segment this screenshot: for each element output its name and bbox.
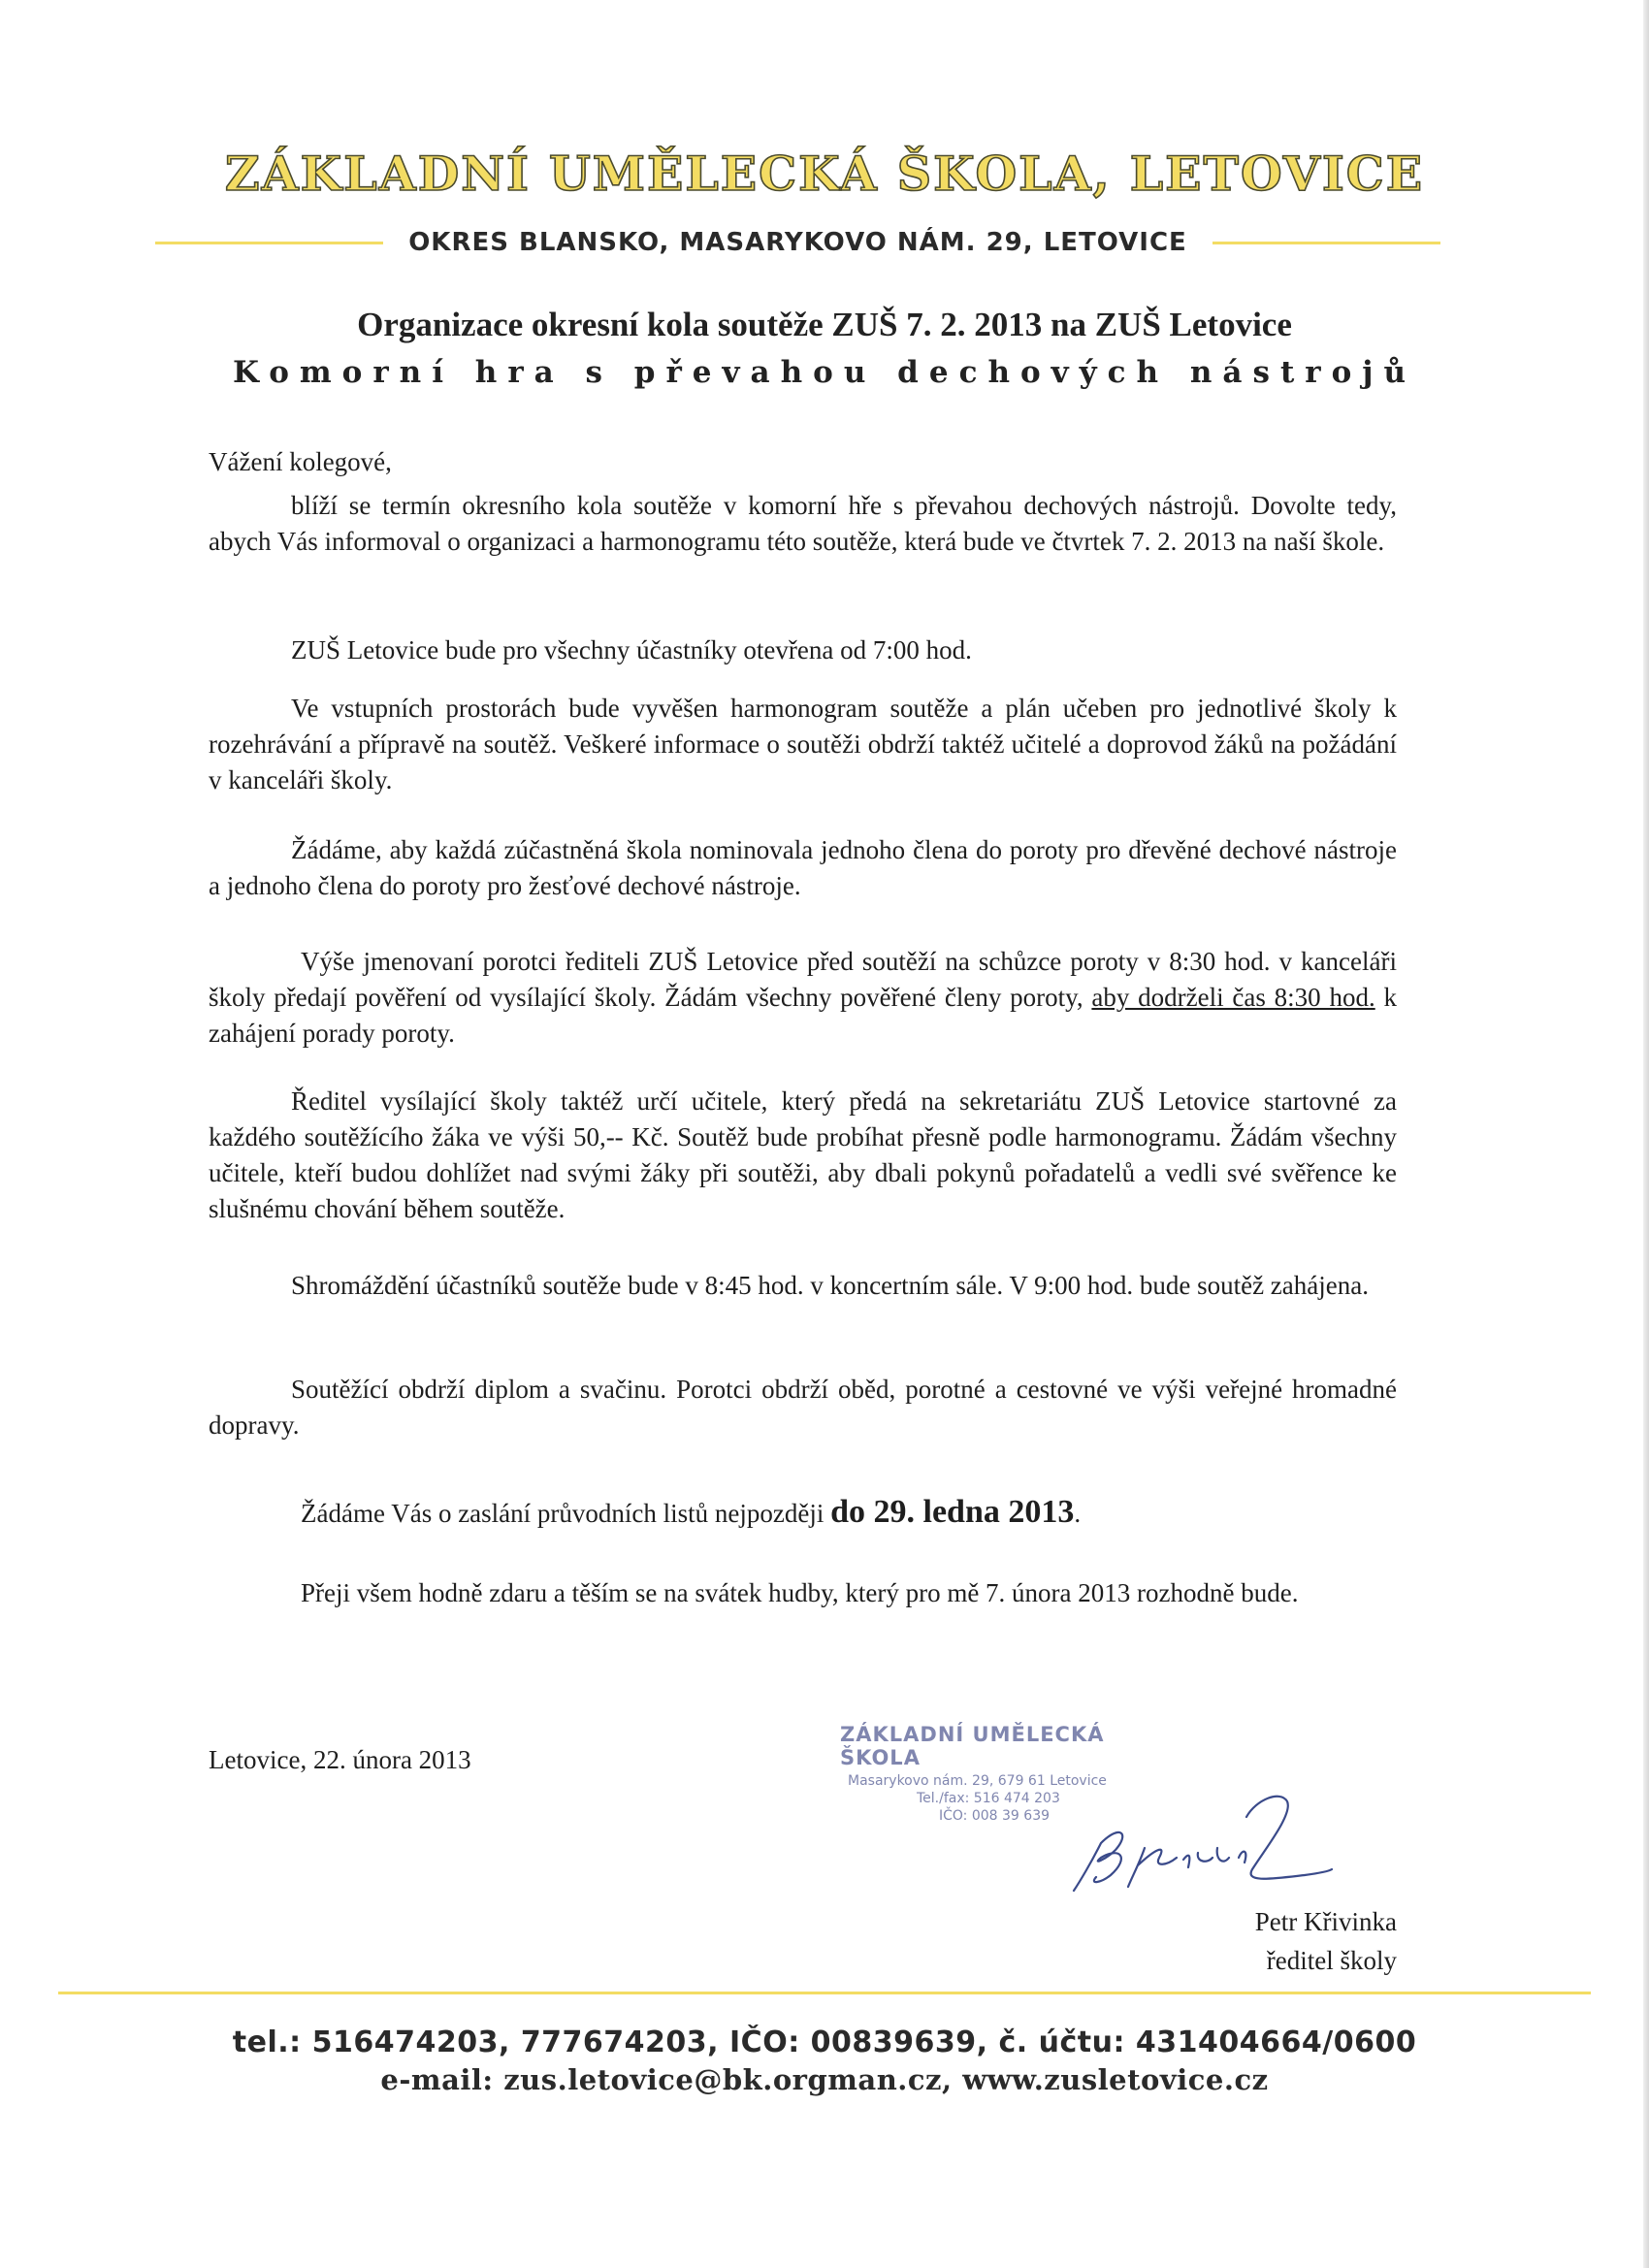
stamp-phone: Tel./fax: 516 474 203 bbox=[917, 1791, 1060, 1806]
letterhead bbox=[0, 146, 1649, 257]
stamp-school-name: ZÁKLADNÍ UMĚLECKÁ ŠKOLA bbox=[840, 1723, 1105, 1769]
paragraph-deadline bbox=[209, 1494, 1397, 1532]
paragraph-jury-meeting bbox=[209, 944, 1397, 1052]
document-subtitle: Komorní hra s převahou dechových nástrojů bbox=[232, 355, 1417, 390]
address-row bbox=[155, 223, 1440, 262]
handwritten-signature bbox=[1062, 1790, 1334, 1896]
paragraph-assembly: Shromáždění účastníků soutěže bude v 8:45 hod. v koncertním sále. V 9:00 hod. bude soutěž zahájena. bbox=[291, 1271, 1369, 1300]
paragraph-closing: Přeji všem hodně zdaru a těším se na svátek hudby, který pro mě 7. února 2013 rozhodně bude. bbox=[301, 1578, 1299, 1607]
deadline-period: . bbox=[1074, 1499, 1082, 1528]
jury-meeting-text-end: k zahájení porady poroty. bbox=[209, 983, 1398, 1048]
footer-web-line: e-mail: zus.letovice@bk.orgman.cz, www.zusletovice.cz bbox=[380, 2063, 1269, 2096]
jury-meeting-text: Výše jmenovaní porotci řediteli ZUŠ Letovice před soutěží na schůzce poroty v 8:30 hod. v kanceláři školy předají pověření od vysílající školy. Žádám všechny pověřené členy poroty, bbox=[209, 947, 1397, 1012]
paragraph-entry-fee: Ředitel vysílající školy taktéž určí učitele, který předá na sekretariátu ZUŠ Letovice startovné za každého soutěžícího žáka ve výši 50,-- Kč. Soutěž bude probíhat přesně podle harmonogramu. Žádám všechny učitele, kteří budou dohlížet nad svými žáky při soutěži, aby dbali pokynů pořadatelů a vedli své svěřence ke slušnému chování během soutěže. bbox=[209, 1086, 1397, 1223]
salutation: Vážení kolegové, bbox=[209, 447, 392, 476]
paragraph-diploma: Soutěžící obdrží diplom a svačinu. Porotci obdrží oběd, porotné a cestovné ve výši veřejné hromadné dopravy. bbox=[209, 1375, 1397, 1440]
paragraph-jury-nomination: Žádáme, aby každá zúčastněná škola nominovala jednoho člena do poroty pro dřevěné dechové nástroje a jednoho člena do poroty pro žesťové dechové nástroje. bbox=[209, 835, 1397, 900]
place-date: Letovice, 22. února 2013 bbox=[209, 1745, 471, 1774]
signer-role: ředitel školy bbox=[1266, 1946, 1397, 1975]
deadline-text: Žádáme Vás o zaslání průvodních listů nejpozději bbox=[301, 1499, 824, 1528]
footer-rule bbox=[58, 1992, 1591, 1994]
paragraph-opening-time: ZUŠ Letovice bude pro všechny účastníky otevřena od 7:00 hod. bbox=[291, 635, 972, 664]
paragraph-intro: blíží se termín okresního kola soutěže v komorní hře s převahou dechových nástrojů. Dovolte tedy, abych Vás informoval o organizaci a harmonogramu této soutěže, která bude ve čtvrtek 7. 2. 2013 na naší škole. bbox=[209, 491, 1397, 556]
stamp-address: Masarykovo nám. 29, 679 61 Letovice bbox=[848, 1773, 1107, 1789]
document-title: Organizace okresní kola soutěže ZUŠ 7. 2. 2013 na ZUŠ Letovice bbox=[357, 306, 1292, 343]
jury-meeting-time-emphasis: aby dodrželi čas 8:30 hod. bbox=[1091, 983, 1375, 1012]
footer-contact-line: tel.: 516474203, 777674203, IČO: 00839639, č. účtu: 431404664/0600 bbox=[232, 2025, 1417, 2059]
school-name: ZÁKLADNÍ UMĚLECKÁ ŠKOLA, LETOVICE bbox=[224, 146, 1425, 202]
letterhead-rule-right bbox=[1212, 242, 1440, 244]
paragraph-harmonogram: Ve vstupních prostorách bude vyvěšen harmonogram soutěže a plán učeben pro jednotlivé školy k rozehrávání a přípravě na soutěž. Veškeré informace o soutěži obdrží taktéž učitelé a doprovod žáků na požádání v kanceláři školy. bbox=[209, 694, 1397, 794]
school-address: OKRES BLANSKO, MASARYKOVO NÁM. 29, LETOVICE bbox=[408, 228, 1187, 257]
letterhead-rule-left bbox=[155, 242, 383, 244]
stamp-ico: IČO: 008 39 639 bbox=[939, 1808, 1051, 1824]
deadline-date: do 29. ledna 2013 bbox=[830, 1494, 1075, 1530]
signer-name: Petr Křivinka bbox=[1254, 1907, 1397, 1936]
